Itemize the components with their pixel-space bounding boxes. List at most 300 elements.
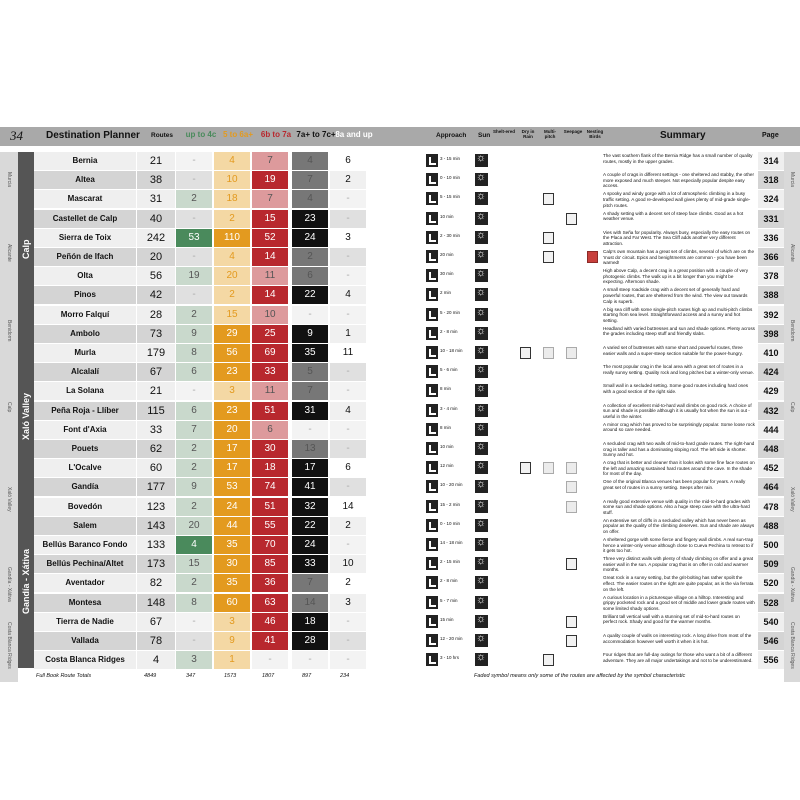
crag-name: Peña Roja - Llíber — [34, 402, 136, 420]
crag-name: Sierra de Toix — [34, 229, 136, 247]
walking-icon — [426, 308, 438, 321]
approach-time: 30 min — [440, 271, 454, 277]
total-grade-1: 347 — [186, 673, 196, 679]
walking-icon — [426, 173, 438, 186]
walking-icon — [426, 500, 438, 513]
crag-summary: Small wall in a secluded setting. Some good routes including hard ones with a good section of the right side. — [603, 383, 749, 394]
crag-summary: Vies with Seña for popularity. Always busy, especially the easy routes on the Placa and Far West. The Sea Cliff adds another very different attraction. — [603, 229, 751, 246]
crag-summary: A curious location in a picturesque village on a hilltop. Interesting and grippy pocketed rock and a good set of middle and lower grade routes with some limited shady options. — [603, 594, 755, 611]
total-grade-5: 234 — [340, 673, 350, 679]
approach-cell — [424, 153, 472, 169]
crag-name: Morro Falquí — [34, 306, 136, 324]
grade-count-1: 2 — [176, 440, 212, 458]
routes-header: Routes — [151, 132, 174, 139]
grade-count-4: 7 — [292, 574, 328, 592]
grade-count-2: 30 — [214, 555, 250, 573]
grade-count-1: - — [176, 248, 212, 266]
grade-count-1: 8 — [176, 594, 212, 612]
table-row — [34, 536, 784, 555]
grade-count-5: - — [330, 421, 366, 439]
approach-time: 12 - 20 min — [440, 636, 463, 641]
walking-icon — [426, 615, 438, 628]
approach-time: 2 - 8 min — [440, 328, 458, 334]
total-grade-3: 1807 — [262, 673, 275, 679]
grade-count-5: - — [330, 363, 366, 381]
walking-icon — [426, 384, 438, 397]
grade-count-2: 20 — [214, 421, 250, 439]
multi-icon — [543, 462, 554, 474]
side-section-label: Calp — [6, 402, 12, 413]
approach-time: 8 min — [440, 424, 452, 430]
sun-icon — [475, 327, 488, 340]
crag-name: Altea — [34, 171, 136, 189]
grade-header-4: 7a+ to 7c+ — [296, 130, 336, 139]
approach-time: 0 - 10 min — [440, 175, 461, 181]
grade-count-2: 110 — [214, 229, 250, 247]
seepage-icon — [566, 616, 577, 628]
table-row — [34, 286, 784, 305]
page-ref: 366 — [758, 248, 784, 266]
nesting-icon — [587, 251, 598, 263]
page-ref: 324 — [758, 190, 784, 208]
route-count: 62 — [137, 440, 175, 458]
region-name: Calp — [21, 238, 31, 259]
crag-summary: A secluded crag with two walls of mid-to-hard grade routes. The right-hand crag is taller and has a dominating sloping roof. The left side is shorter. Sunny and hot. — [603, 441, 755, 458]
grade-count-2: 24 — [214, 498, 250, 516]
approach-cell — [424, 326, 472, 342]
grade-count-4: 5 — [292, 363, 328, 381]
walking-icon — [426, 212, 438, 225]
grade-count-2: 35 — [214, 574, 250, 592]
table-row — [34, 402, 784, 421]
crag-summary: A sheltered gorge with some fierce and fingery wall climbs. A real sun-trap hence a winter-only venue although close to Cueva Pechina to retreat to if it gets too hot. — [603, 537, 754, 554]
approach-time: 2 - 15 min — [440, 559, 461, 565]
approach-time: 15 - 2 min — [440, 501, 461, 507]
grade-count-5: - — [330, 651, 366, 669]
approach-time: 8 min — [440, 386, 452, 392]
total-routes: 4849 — [144, 673, 157, 679]
sun-icon — [475, 557, 488, 570]
grade-count-4: 22 — [292, 286, 328, 304]
grade-count-2: 10 — [214, 171, 250, 189]
sun-icon — [475, 404, 488, 417]
grade-count-1: - — [176, 632, 212, 650]
route-count: 67 — [137, 363, 175, 381]
approach-cell — [424, 268, 472, 284]
walking-icon — [426, 480, 438, 493]
side-section-label: Gandía - Xátiva — [789, 567, 795, 602]
crag-name: Bellús Pechina/Altet — [34, 555, 136, 573]
grade-count-1: 9 — [176, 478, 212, 496]
table-row — [34, 459, 784, 478]
crag-summary: A quality couple of walls on interesting rock. A long drive from most of the accommodation however well worth it when it is hot. — [603, 633, 752, 644]
grade-count-4: 18 — [292, 613, 328, 631]
grade-count-3: 41 — [252, 632, 288, 650]
multi-icon — [543, 232, 554, 244]
crag-name: Ambolo — [34, 325, 136, 343]
approach-cell — [424, 518, 472, 534]
route-count: 148 — [137, 594, 175, 612]
walking-icon — [426, 288, 438, 301]
table-row — [34, 210, 784, 229]
approach-time: 2 - 30 min — [440, 232, 461, 238]
grade-count-5: - — [330, 210, 366, 228]
grade-count-5: 6 — [330, 459, 366, 477]
approach-cell — [424, 633, 472, 649]
table-row — [34, 555, 784, 574]
grade-count-1: 6 — [176, 363, 212, 381]
route-count: 28 — [137, 306, 175, 324]
table-row — [34, 152, 784, 171]
table-row — [34, 344, 784, 363]
walking-icon — [426, 653, 438, 666]
grade-count-1: 4 — [176, 536, 212, 554]
dry-header: Dry in Rain — [521, 129, 535, 139]
grade-count-1: 8 — [176, 344, 212, 362]
approach-cell — [424, 249, 472, 265]
route-count: 177 — [137, 478, 175, 496]
sun-icon — [475, 634, 488, 647]
page-ref: 429 — [758, 382, 784, 400]
grade-count-3: 46 — [252, 613, 288, 631]
sun-icon — [475, 365, 488, 378]
seepage-header: Seepage — [563, 129, 583, 134]
crag-summary: A couple of crags in different settings - one sheltered and stabby, the other more exposed and much steeper. Not especially popular despite easy access. — [603, 172, 755, 189]
crag-name: Aventador — [34, 574, 136, 592]
grade-count-3: 25 — [252, 325, 288, 343]
grade-count-1: - — [176, 210, 212, 228]
page-ref: 336 — [758, 229, 784, 247]
route-count: 40 — [137, 210, 175, 228]
sun-icon — [475, 154, 488, 167]
total-grade-2: 1573 — [224, 673, 237, 679]
grade-count-3: 7 — [252, 190, 288, 208]
approach-cell — [424, 595, 472, 611]
approach-time: 12 min — [440, 463, 454, 469]
grade-header-5: 8a and up — [335, 130, 373, 139]
grade-count-3: 14 — [252, 286, 288, 304]
grade-count-2: 15 — [214, 306, 250, 324]
crag-summary: A spooky and windy gorge with a lot of atmospheric climbing in a busy traffic setting. A good re-developed wall gives plenty of mid-grade single-pitch routes. — [603, 191, 751, 208]
page-ref: 444 — [758, 421, 784, 439]
approach-cell — [424, 537, 472, 553]
page-ref: 432 — [758, 402, 784, 420]
crag-name: L'Ocalve — [34, 459, 136, 477]
grade-count-3: 36 — [252, 574, 288, 592]
route-count: 179 — [137, 344, 175, 362]
approach-time: 0 - 10 min — [440, 520, 461, 526]
route-count: 78 — [137, 632, 175, 650]
grade-header-1: up to 4c — [185, 130, 217, 139]
side-section-label: Xaló Valley — [6, 487, 12, 512]
route-count: 123 — [137, 498, 175, 516]
table-row — [34, 651, 784, 670]
sun-icon — [475, 480, 488, 493]
grade-count-5: 3 — [330, 229, 366, 247]
route-count: 143 — [137, 517, 175, 535]
approach-time: 5 - 6 min — [440, 367, 458, 373]
table-row — [34, 325, 784, 344]
grade-count-3: 51 — [252, 498, 288, 516]
side-section-label: Murcia — [789, 172, 795, 188]
grade-count-2: 23 — [214, 402, 250, 420]
dry-icon — [520, 462, 531, 474]
region-label — [18, 152, 34, 343]
walking-icon — [426, 538, 438, 551]
sun-icon — [475, 192, 488, 205]
faded-symbol-note: Faded symbol means only some of the routes are affected by the symbol characteristic — [474, 673, 686, 679]
approach-header: Approach — [436, 132, 467, 139]
grade-count-5: 14 — [330, 498, 366, 516]
crag-name: Pouets — [34, 440, 136, 458]
approach-time: 3 - 15 min — [440, 156, 461, 161]
approach-cell — [424, 614, 472, 630]
page-ref: 520 — [758, 574, 784, 592]
crag-summary: A really good extensive venue with quality in the mid-to-hard grades with some sun and shade options. Also a huge steep cave with the ultra-hard stuff. — [603, 498, 751, 515]
walking-icon — [426, 346, 438, 359]
grade-header-3: 6b to 7a — [260, 130, 292, 139]
grade-count-2: 23 — [214, 363, 250, 381]
page-ref: 452 — [758, 459, 784, 477]
grade-count-4: 6 — [292, 267, 328, 285]
grade-count-1: 2 — [176, 306, 212, 324]
approach-cell — [424, 441, 472, 457]
approach-time: 10 - 20 min — [440, 482, 463, 488]
grade-count-5: 2 — [330, 517, 366, 535]
crag-summary: Four ridges that are full-day outings for those who want a bit of a different adventure. They are all major undertakings and not to be underestimated. — [603, 652, 753, 663]
page-ref: 528 — [758, 594, 784, 612]
side-section-label: Murcia — [6, 172, 12, 188]
crag-summary: A minor crag which has proved to be surprisingly popular. Some loose rock around so care needed. — [603, 421, 755, 433]
grade-count-4: 2 — [292, 248, 328, 266]
crag-name: Pinos — [34, 286, 136, 304]
walking-icon — [426, 365, 438, 378]
page-ref: 318 — [758, 171, 784, 189]
grade-count-3: 7 — [252, 152, 288, 170]
sun-icon — [475, 442, 488, 455]
grade-count-2: 44 — [214, 517, 250, 535]
grade-count-2: 3 — [214, 613, 250, 631]
approach-cell — [424, 211, 472, 227]
sun-icon — [475, 423, 488, 436]
grade-count-1: - — [176, 286, 212, 304]
grade-count-1: 2 — [176, 574, 212, 592]
approach-cell — [424, 556, 472, 572]
approach-time: 14 - 18 min — [440, 540, 463, 545]
walking-icon — [426, 154, 438, 167]
approach-cell — [424, 575, 472, 591]
page-title: Destination Planner — [46, 130, 140, 141]
crag-summary: Brilliant tall vertical wall with a stunning set of mid-to-hard routes on perfect rock. Shady and good for the warmer months. — [603, 613, 740, 625]
crag-name: Alcalalí — [34, 363, 136, 381]
grade-count-4: 4 — [292, 152, 328, 170]
seepage-icon — [566, 501, 577, 513]
side-section-label: Costa Blanca Ridges — [789, 622, 795, 669]
grade-count-1: 9 — [176, 325, 212, 343]
grade-count-2: 4 — [214, 248, 250, 266]
walking-icon — [426, 327, 438, 340]
grade-count-1: - — [176, 152, 212, 170]
grade-count-5: - — [330, 190, 366, 208]
sun-icon — [475, 596, 488, 609]
route-count: 173 — [137, 555, 175, 573]
page-ref: 478 — [758, 498, 784, 516]
grade-count-5: 2 — [330, 574, 366, 592]
grade-count-5: 10 — [330, 555, 366, 573]
walking-icon — [426, 461, 438, 474]
grade-count-5: - — [330, 306, 366, 324]
region-label — [18, 477, 34, 668]
grade-count-2: 9 — [214, 632, 250, 650]
crag-name: Mascarat — [34, 190, 136, 208]
page-ref: 546 — [758, 632, 784, 650]
dry-icon — [520, 347, 531, 359]
grade-count-5: - — [330, 267, 366, 285]
crag-name: Gandía — [34, 478, 136, 496]
grade-count-3: 33 — [252, 363, 288, 381]
page-ref: 556 — [758, 651, 784, 669]
grade-count-4: 28 — [292, 632, 328, 650]
region-label — [18, 343, 34, 477]
walking-icon — [426, 269, 438, 282]
multi-icon — [543, 347, 554, 359]
page-ref: 464 — [758, 478, 784, 496]
page-ref: 378 — [758, 267, 784, 285]
grade-count-1: - — [176, 171, 212, 189]
side-section-label: Gandía - Xátiva — [6, 567, 12, 602]
crag-name: Costa Blanca Ridges — [34, 651, 136, 669]
route-count: 73 — [137, 325, 175, 343]
sun-header: Sun — [478, 132, 491, 139]
sun-icon — [475, 653, 488, 666]
table-row — [34, 632, 784, 651]
grade-count-4: 22 — [292, 517, 328, 535]
sun-icon — [475, 231, 488, 244]
crag-name: Font d'Axia — [34, 421, 136, 439]
grade-count-3: 85 — [252, 555, 288, 573]
grade-count-2: 56 — [214, 344, 250, 362]
grade-count-5: - — [330, 613, 366, 631]
table-footer — [34, 672, 784, 682]
grade-count-3: 11 — [252, 267, 288, 285]
side-section-label: Xaló Valley — [789, 487, 795, 512]
multi-icon — [543, 251, 554, 263]
crag-summary: A varied set of buttresses with some short and powerful routes, three easier walls and a super-steep section suitable for the power-hungry. — [603, 345, 743, 356]
crag-name: Vallada — [34, 632, 136, 650]
crag-summary: One of the original Blanca venues has been popular for years. A really great set of routes in a sunny setting. Seeps after rain. — [603, 479, 746, 490]
route-count: 242 — [137, 229, 175, 247]
crag-name: Salem — [34, 517, 136, 535]
approach-time: 5 - 15 min — [440, 194, 461, 200]
table-row — [34, 440, 784, 459]
approach-time: 5 - 7 min — [440, 597, 458, 603]
approach-cell — [424, 307, 472, 323]
grade-count-3: 55 — [252, 517, 288, 535]
multi-icon — [543, 193, 554, 205]
walking-icon — [426, 596, 438, 609]
approach-cell — [424, 364, 472, 380]
right-side-strip — [784, 152, 800, 682]
crag-name: Murla — [34, 344, 136, 362]
grade-count-1: 20 — [176, 517, 212, 535]
sun-icon — [475, 308, 488, 321]
grade-count-2: 4 — [214, 152, 250, 170]
page-ref: 448 — [758, 440, 784, 458]
page-ref: 424 — [758, 363, 784, 381]
grade-count-5: 2 — [330, 171, 366, 189]
route-count: 82 — [137, 574, 175, 592]
multi-header: Multi-pitch — [544, 129, 556, 139]
crag-summary: Headland with varied buttresses and sun and shade options. Plenty across the grades including steep stuff and friendly slabs. — [603, 325, 755, 337]
grade-count-4: - — [292, 306, 328, 324]
table-row — [34, 171, 784, 190]
page-ref: 488 — [758, 517, 784, 535]
approach-cell — [424, 403, 472, 419]
route-count: 42 — [137, 286, 175, 304]
sun-icon — [475, 250, 488, 263]
grade-count-3: 30 — [252, 440, 288, 458]
approach-cell — [424, 652, 472, 668]
route-count: 133 — [137, 536, 175, 554]
crag-summary: The vast southern flank of the Bernia Ridge has a small number of quality routes, mostly in the upper grades. — [603, 153, 753, 164]
grade-count-4: 24 — [292, 229, 328, 247]
grade-count-3: 63 — [252, 594, 288, 612]
table-row — [34, 190, 784, 209]
walking-icon — [426, 231, 438, 244]
crag-summary: A big sea cliff with some single-pitch routes high up and multi-pitch climbs starting from sea level. Straightforward access and a sunny and hot setting. — [603, 306, 753, 323]
grade-count-2: 17 — [214, 440, 250, 458]
crag-summary: Three very distinct walls with plenty of shady climbing on offer and a great easier wall in the sun. A popular crag that is on offer in cold and warmer months. — [603, 556, 754, 573]
grade-count-3: 69 — [252, 344, 288, 362]
grade-count-4: 9 — [292, 325, 328, 343]
crag-name: Bovedón — [34, 498, 136, 516]
region-name: Gandía - Xátiva — [21, 548, 31, 614]
grade-count-1: 53 — [176, 229, 212, 247]
route-count: 20 — [137, 248, 175, 266]
page-ref: 500 — [758, 536, 784, 554]
grade-count-2: 17 — [214, 459, 250, 477]
approach-cell — [424, 499, 472, 515]
approach-cell — [424, 345, 472, 361]
side-section-label: Costa Blanca Ridges — [6, 622, 12, 669]
grade-count-4: 32 — [292, 498, 328, 516]
table-row — [34, 363, 784, 382]
route-count: 31 — [137, 190, 175, 208]
grade-count-4: 17 — [292, 459, 328, 477]
walking-icon — [426, 576, 438, 589]
grade-count-4: - — [292, 421, 328, 439]
approach-cell — [424, 460, 472, 476]
totals-label: Full Book Route Totals — [36, 673, 92, 679]
crag-name: Bellús Baranco Fondo — [34, 536, 136, 554]
approach-time: 10 min — [440, 444, 454, 449]
grade-count-2: 2 — [214, 210, 250, 228]
grade-count-5: - — [330, 632, 366, 650]
route-count: 4 — [137, 651, 175, 669]
table-row — [34, 248, 784, 267]
seepage-icon — [566, 481, 577, 493]
walking-icon — [426, 192, 438, 205]
page-ref: 331 — [758, 210, 784, 228]
grade-count-3: 74 — [252, 478, 288, 496]
grade-count-4: 24 — [292, 536, 328, 554]
grade-count-5: 1 — [330, 325, 366, 343]
walking-icon — [426, 519, 438, 532]
route-count: 56 — [137, 267, 175, 285]
approach-cell — [424, 479, 472, 495]
grade-count-1: 2 — [176, 190, 212, 208]
walking-icon — [426, 423, 438, 436]
